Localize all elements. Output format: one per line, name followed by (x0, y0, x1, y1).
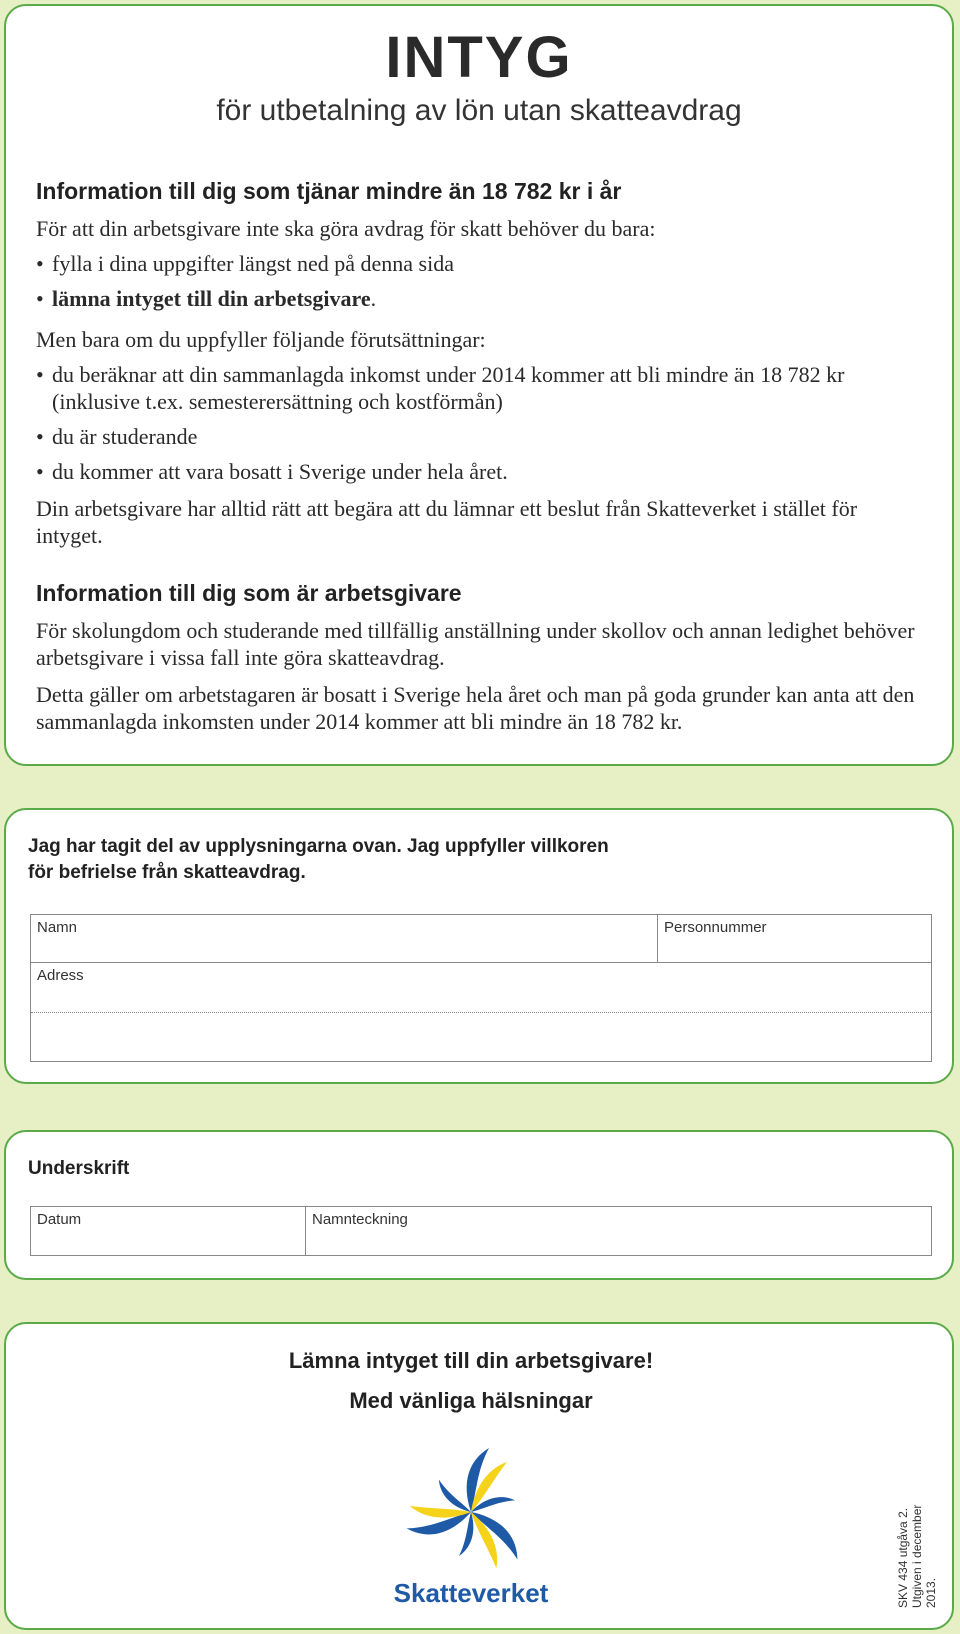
skatteverket-logo (376, 1442, 566, 1610)
name-label: Namn (37, 919, 78, 936)
information-panel (4, 4, 954, 766)
employer-info-section (36, 580, 926, 743)
declaration-heading: Jag har tagit del av upplysningarna ovan. Jag uppfyller villkoren för befrielse från skatteavdrag. (28, 836, 609, 883)
signature-grid (30, 1206, 932, 1256)
personnummer-field[interactable] (658, 915, 931, 963)
date-label: Datum (37, 1211, 82, 1228)
personal-details-panel (4, 808, 954, 1084)
employee-info-section (36, 178, 926, 557)
personal-details-grid (30, 914, 932, 1062)
footer-panel (4, 1322, 954, 1630)
condition-item: • du är studerande (36, 423, 926, 450)
condition-item: • du kommer att vara bosatt i Sverige under hela året. (36, 458, 926, 485)
logo-wordmark: Skatteverket (393, 1578, 549, 1608)
name-field[interactable] (31, 915, 658, 963)
step-item: • lämna intyget till din arbetsgivare. (36, 285, 926, 312)
employer-info-paragraph: För skolungdom och studerande med tillfällig anställning under skollov och annan ledighet behöver arbetsgivare i vissa fall inte göra skatteavdrag. (36, 618, 915, 670)
conditions-intro: Men bara om du uppfyller följande förutsättningar: (36, 327, 486, 352)
address-line-2-field[interactable] (31, 1013, 931, 1061)
condition-item: • du beräknar att din sammanlagda inkomst under 2014 kommer att bli mindre än 18 782 kr (inklusive t.ex. semesterersättning och kostförmån) (36, 361, 926, 415)
personnummer-label: Personnummer (664, 919, 767, 936)
document-title: INTYG (385, 25, 573, 90)
form-version-note: SKV 434 utgåva 2. Utgiven i december 2013. (896, 1504, 938, 1608)
date-field[interactable] (31, 1207, 306, 1255)
employer-info-heading: Information till dig som är arbetsgivare (36, 580, 462, 606)
signature-heading: Underskrift (28, 1158, 130, 1179)
employer-decision-note: Din arbetsgivare har alltid rätt att begära att du lämnar ett beslut från Skatteverket i stället för intyget. (36, 496, 858, 548)
step-item: • fylla i dina uppgifter längst ned på denna sida (36, 250, 926, 277)
employee-info-intro: För att din arbetsgivare inte ska göra avdrag för skatt behöver du bara: (36, 216, 656, 241)
signature-panel (4, 1130, 954, 1280)
employer-info-paragraph: Detta gäller om arbetstagaren är bosatt i Sverige hela året och man på goda grunder kan anta att den sammanlagda inkomsten under 2014 kommer att bli mindre än 18 782 kr. (36, 682, 915, 734)
document-subtitle: för utbetalning av lön utan skatteavdrag (216, 94, 742, 127)
employee-info-heading: Information till dig som tjänar mindre än 18 782 kr i år (36, 178, 622, 204)
address-field[interactable] (31, 963, 931, 1013)
signature-field[interactable] (306, 1207, 931, 1255)
skatteverket-emblem-icon (376, 1442, 566, 1610)
address-label: Adress (37, 967, 84, 984)
greeting: Med vänliga hälsningar (349, 1388, 593, 1413)
signature-label: Namnteckning (312, 1211, 408, 1228)
conditions-list (36, 361, 926, 485)
steps-list (36, 250, 926, 312)
hand-in-instruction: Lämna intyget till din arbetsgivare! (288, 1348, 654, 1373)
